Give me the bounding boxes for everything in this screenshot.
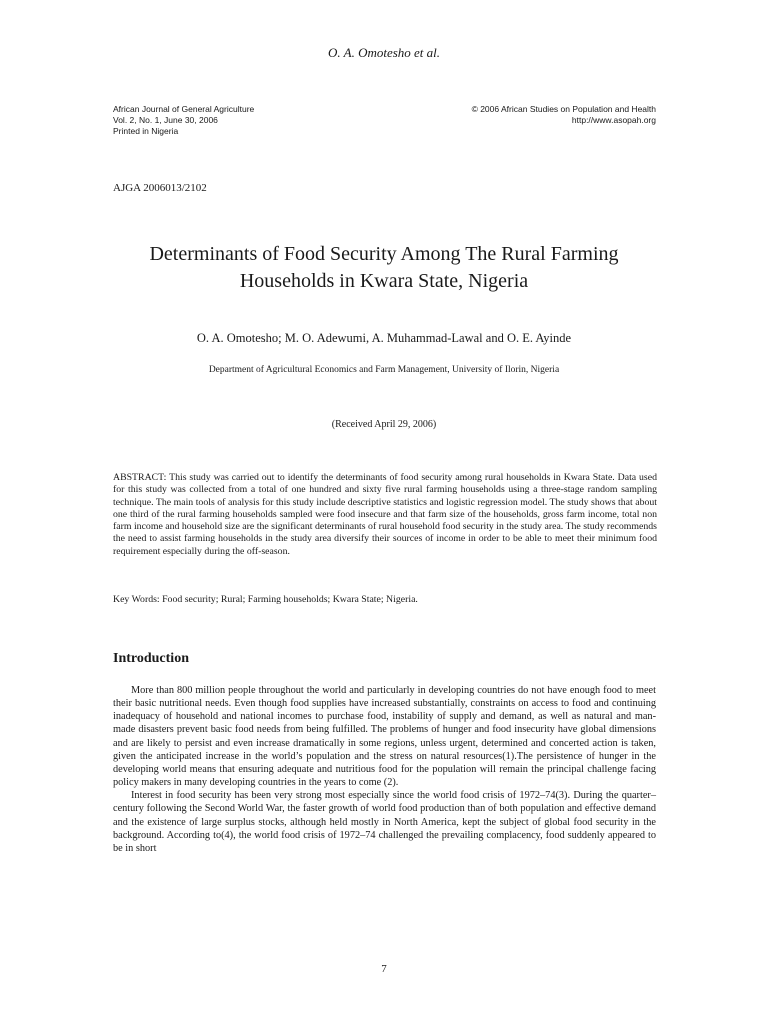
- publisher-info: [472, 104, 656, 126]
- journal-printed: Printed in Nigeria: [113, 126, 179, 136]
- received-date: (Received April 29, 2006): [331, 419, 437, 430]
- journal-volume: Vol. 2, No. 1, June 30, 2006: [113, 115, 218, 125]
- journal-info: [113, 104, 254, 137]
- paragraph: More than 800 million people throughout the world and particularly in developing countries do not have enough food to meet their basic nutritional needs. Even though food supplies have increased substantially, constraints on access to food and continuing inadequacy of household and national incomes to purchase food, instability of supply and demand, as well as natural and man-made disasters prevent basic food needs from being fulfilled. The problems of hunger and food insecurity have global dimensions and are likely to persist and even increase dramatically in some regions, unless urgent, determined and concerted action is taken, given the anticipated increase in the world’s population and the stress on natural resources(1).The persistence of hunger in the developing world means that ensuring adequate and nutritious food for the population will remain the principal challenge facing policy makers in many developing countries in the years to come (2).: [113, 685, 656, 789]
- publisher-copyright: © 2006 African Studies on Population and Health: [471, 104, 656, 114]
- introduction-body: [113, 684, 656, 855]
- running-head: O. A. Omotesho et al.: [327, 45, 441, 60]
- affiliation: Department of Agricultural Economics and Farm Management, University of Ilorin, Nigeria: [208, 365, 560, 375]
- author-list: O. A. Omotesho; M. O. Adewumi, A. Muhammad-Lawal and O. E. Ayinde: [196, 331, 572, 345]
- publisher-url: http://www.asopah.org: [571, 115, 656, 125]
- article-id: AJGA 2006013/2102: [113, 182, 207, 194]
- paragraph: Interest in food security has been very strong most especially since the world food crisis of 1972–74(3). During the quarter–century following the Second World War, the faster growth of world food production than of both population and effective demand and the existence of large surplus stocks, although held mostly in North America, kept the subject of global food security in the background. According to(4), the world food crisis of 1972–74 challenged the prevailing complacency, food suddenly appeared to be in short: [113, 790, 656, 854]
- paper-title: Determinants of Food Security Among The Rural Farming Households in Kwara State, Nigeria: [149, 243, 619, 292]
- introduction-heading: Introduction: [113, 651, 189, 666]
- abstract: ABSTRACT: This study was carried out to identify the determinants of food security among rural households in Kwara State. Data used for this study was collected from a total of one hundred and sixty five rural farming households using a three-stage random sampling technique. The main tools of analysis for this study include descriptive statistics and logistic regression model. The study shows that about one third of the rural farming households sampled were food insecure and that farm size of the households, gross farm income, total non farm income and household size are the significant determinants of rural household food security in the study area. The study recommends the need to assist farming households in the study area diversify their sources of income in order to be able to meet their minimum food requirement especially during the off-season.: [113, 472, 657, 557]
- page-number: 7: [381, 963, 387, 975]
- journal-name: African Journal of General Agriculture: [113, 104, 255, 114]
- keywords: Key Words: Food security; Rural; Farming households; Kwara State; Nigeria.: [113, 594, 418, 605]
